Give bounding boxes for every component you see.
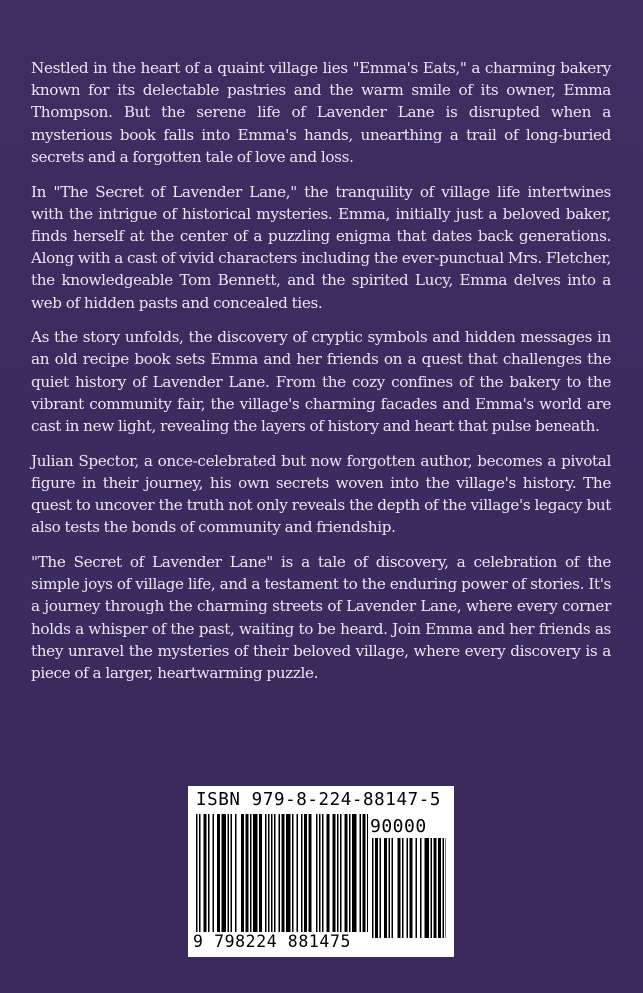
- blurb-paragraph-2: In "The Secret of Lavender Lane," the tranquility of village life intertwines with the intrigue of historical mysteries. Emma, initially just a beloved baker, finds herself at the center of a puzzling enigma that dates back generations. Along with a cast of vivid characters including the ever-punctual Mrs. Fletcher, the knowledgeable Tom Bennett, and the spirited Lucy, Emma delves into a web of hidden pasts and concealed ties.: [31, 182, 611, 312]
- blurb-paragraph-5: "The Secret of Lavender Lane" is a tale of discovery, a celebration of the simple joys of village life, and a testament to the enduring power of stories. It's a journey through the charming streets of Lavender Lane, where every corner holds a whisper of the past, waiting to be heard. Join Emma and her friends as they unravel the mysteries of their beloved village, where every discovery is a piece of a larger, heartwarming puzzle.: [31, 553, 611, 683]
- blurb-paragraph-4: Julian Spector, a once-celebrated but now forgotten author, becomes a pivotal figure in their journey, his own secrets woven into the village's history. The quest to uncover the truth not only reveals the depth of the village's legacy but also tests the bonds of community and friendship.: [31, 451, 611, 537]
- addon-barcode-bars: [372, 838, 446, 938]
- isbn-label: ISBN 979-8-224-88147-5: [196, 790, 441, 810]
- barcode-digits: 9 798224 881475: [193, 932, 352, 951]
- blurb-text: [31, 57, 611, 697]
- blurb-paragraph-3: As the story unfolds, the discovery of cryptic symbols and hidden messages in an old recipe book sets Emma and her friends on a quest that challenges the quiet history of Lavender Lane. From the cozy confines of the bakery to the vibrant community fair, the village's charming facades and Emma's world are cast in new light, revealing the layers of history and heart that pulse beneath.: [31, 328, 611, 436]
- price-code: 90000: [370, 816, 427, 837]
- barcode-bars: [196, 814, 368, 932]
- blurb-paragraph-1: Nestled in the heart of a quaint village lies "Emma's Eats," a charming bakery known for its delectable pastries and the warm smile of its owner, Emma Thompson. But the serene life of Lavender Lane is disrupted when a mysterious book falls into Emma's hands, unearthing a trail of long-buried secrets and a forgotten tale of love and loss.: [31, 59, 611, 166]
- isbn-barcode: [188, 786, 454, 957]
